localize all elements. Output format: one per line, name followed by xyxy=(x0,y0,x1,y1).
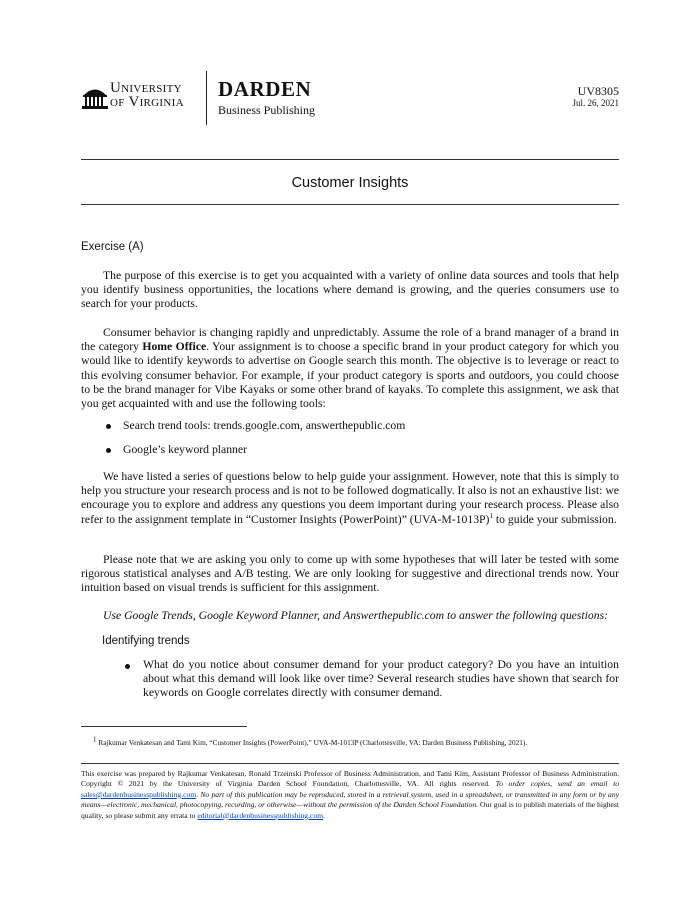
footnote-rule xyxy=(81,726,247,727)
paragraph-questions-text-b: to guide your submission. xyxy=(492,512,617,526)
paragraph-hypotheses-text: Please note that we are asking you only to come up with some hypotheses that will later be tested with some rigorous statistical analyses and A/B testing. We are only looking for suggestive and directional trends now. Your intuition based on visual trends is sufficient for this assignment. xyxy=(81,553,619,595)
bullet-keyword-planner: Google’s keyword planner xyxy=(123,443,247,456)
bullet-consumer-demand: What do you notice about consumer demand for your product category? Do you have an intuition about what this demand will look like over time? Several research studies have shown that search for keywords on Google correlates directly with consumer demand. xyxy=(143,658,619,700)
darden-wordmark: DARDEN xyxy=(218,77,312,101)
uva-logo xyxy=(82,80,197,116)
footnote-number: 1 xyxy=(93,735,97,744)
paragraph-behavior-text-b: . Your assignment is to choose a specific brand in your product category for which you would like to identify keywords to advertise on Google search this month. The objective is to leverage or react to this evolving consumer behavior. For example, if your product category is sports and outdoors, you could choose to be the brand manager for Vibe Kayaks or some other brand of kayaks. To complete this assignment, we ask that you get acquainted with and use the following tools: xyxy=(81,340,620,411)
subheading-identifying-trends: Identifying trends xyxy=(102,635,190,647)
logo-divider xyxy=(206,71,207,125)
paragraph-questions xyxy=(81,470,619,527)
bullet-dot xyxy=(106,448,111,453)
paragraph-behavior xyxy=(81,326,619,411)
footnote-ref: 1 xyxy=(489,511,493,520)
footnote xyxy=(93,735,528,747)
case-id: UV8305 xyxy=(577,84,619,98)
footer-text-1: This exercise was prepared by Rajkumar Venkatesan, Ronald Trzeinski Professor of Business Administration, and Tami Kim, Assistant Professor of Business Administration. Copyright © 2021 by the University of Virginia Darden School Foundation, Charlottesville, VA. All rights reserved. xyxy=(81,769,619,789)
instruction-italic: Use Google Trends, Google Keyword Planner, and Answerthepublic.com to answer the following questions: xyxy=(103,609,609,622)
title-rule-bottom xyxy=(81,204,619,205)
bullet-search-tools: Search trend tools: trends.google.com, answerthepublic.com xyxy=(123,419,406,432)
copyright-footer xyxy=(81,769,619,821)
uva-name-line2: of Virginia xyxy=(110,94,184,110)
paragraph-purpose-text: The purpose of this exercise is to get you acquainted with a variety of online data sources and tools that help you identify business opportunities, the locations where demand is growing, and the queries consumers use to search for your products. xyxy=(81,269,619,311)
page-title: Customer Insights xyxy=(291,175,409,191)
footer-text-4: Our goal is to publish materials of the highest quality, so please submit any errata to xyxy=(81,800,619,820)
paragraph-purpose xyxy=(81,269,619,312)
footer-rule xyxy=(81,763,619,764)
sales-email-link[interactable]: sales@dardenbusinesspublishing.com xyxy=(81,789,197,799)
footer-order-text: To order copies, send an email to xyxy=(495,779,619,789)
bullet-dot xyxy=(125,664,130,669)
uva-name-line1: University xyxy=(110,80,182,96)
paragraph-behavior-text-a: Consumer behavior is changing rapidly and unpredictably. Assume the role of a brand manager of a brand in the category xyxy=(81,326,619,354)
rotunda-icon xyxy=(82,83,108,109)
darden-subtitle: Business Publishing xyxy=(218,103,316,117)
paragraph-hypotheses xyxy=(81,553,619,596)
title-rule-top xyxy=(81,159,619,160)
footer-rights-text: . No part of this publication may be reproduced, stored in a retrieval system, used in a spreadsheet, or transmitted in any form or by any means—electronic, mechanical, photocopying, recording, or otherwise—without the permission of the Darden School Foundation. xyxy=(81,789,619,810)
case-date: Jul. 26, 2021 xyxy=(572,98,619,108)
footnote-text: Rajkumar Venkatesan and Tami Kim, “Customer Insights (PowerPoint),” UVA-M-1013P (Charlottesville, VA: Darden Business Publishing, 2021). xyxy=(96,738,528,747)
paragraph-questions-text-a: We have listed a series of questions below to help guide your assignment. However, note that this is simply to help you structure your research process and is not to be followed dogmatically. It also is not an exhaustive list: we encourage you to explore and address any questions you deem important during your research process. Please also refer to the assignment template in “Customer Insights (PowerPoint)” (UVA-M-1013P) xyxy=(81,470,619,526)
footer-text-5: . xyxy=(323,810,325,820)
section-heading: Exercise (A) xyxy=(81,241,144,253)
bullet-dot xyxy=(106,424,111,429)
category-emphasis: Home Office xyxy=(142,340,207,354)
editorial-email-link[interactable]: editorial@dardenbusinesspublishing.com xyxy=(197,810,324,820)
paragraph-instruction xyxy=(81,609,619,623)
